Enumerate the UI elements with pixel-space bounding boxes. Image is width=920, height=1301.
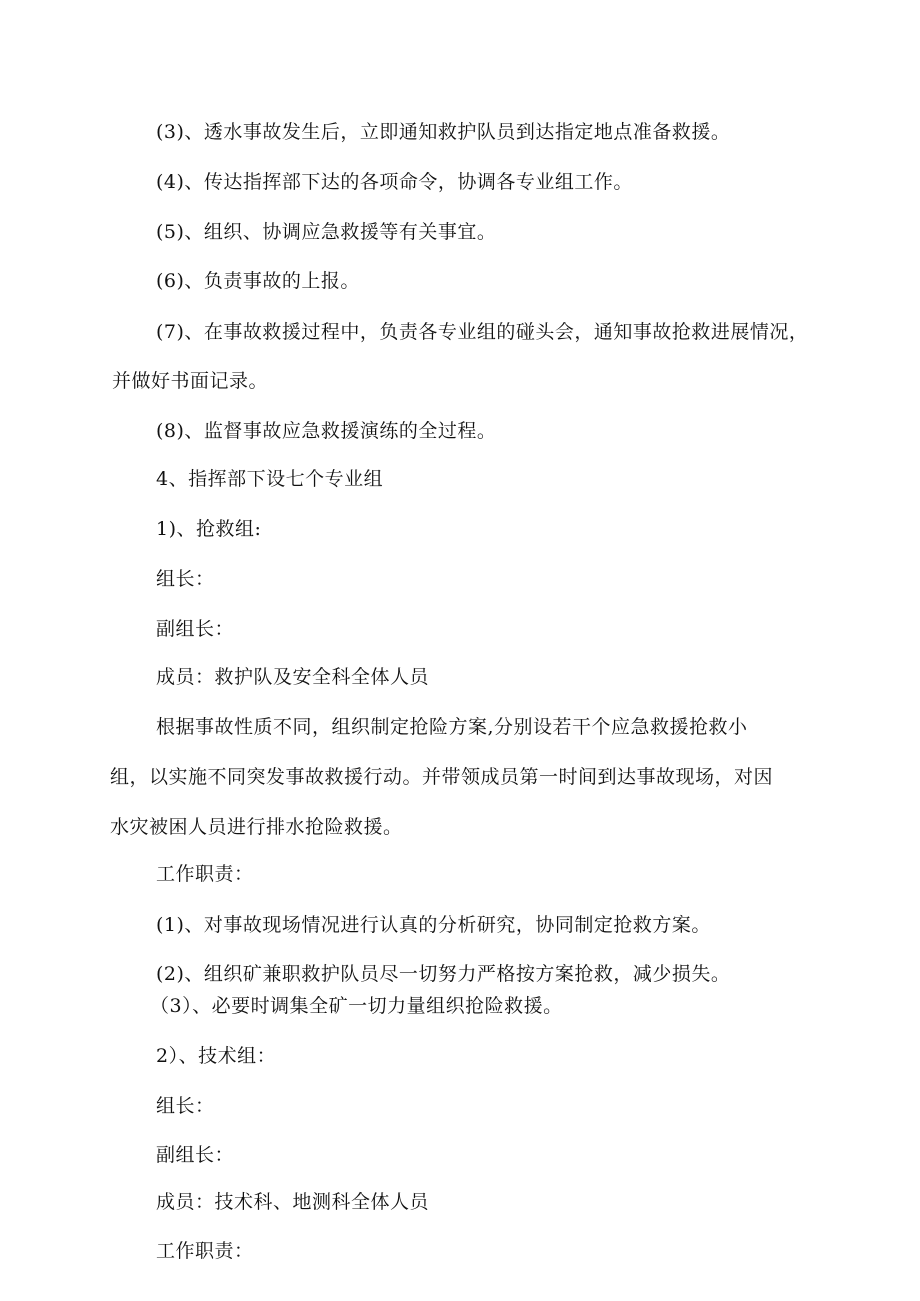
group-1-duties-heading: 工作职责： [156,863,254,885]
group-1-leader: 组长： [156,568,215,590]
duty-8: (8)、监督事故应急救援演练的全过程。 [156,420,497,442]
section-heading: 4、指挥部下设七个专业组 [156,468,384,490]
group-1-description-cont-2: 水灾被困人员进行排水抢险救援。 [110,816,403,838]
group-1-duty-2: (2)、组织矿兼职救护队员尽一切努力严格按方案抢救，减少损失。 [156,963,731,985]
group-2-deputy-leader: 副组长： [156,1144,235,1166]
duty-3: (3)、透水事故发生后，立即通知救护队员到达指定地点准备救援。 [156,121,731,143]
group-2-members: 成员：技术科、地测科全体人员 [156,1191,430,1213]
duty-7: (7)、在事故救援过程中，负责各专业组的碰头会，通知事故抢救进展情况， [156,321,809,343]
duty-5: (5)、组织、协调应急救援等有关事宜。 [156,221,497,243]
group-1-deputy-leader: 副组长： [156,618,235,640]
group-1-description: 根据事故性质不同，组织制定抢险方案,分别设若干个应急救援抢救小 [156,716,748,738]
group-2-heading: 2）、技术组： [156,1045,277,1067]
duty-4: (4)、传达指挥部下达的各项命令，协调各专业组工作。 [156,171,633,193]
group-2-leader: 组长： [156,1095,215,1117]
group-1-duty-1: (1)、对事故现场情况进行认真的分析研究，协同制定抢救方案。 [156,914,711,936]
group-1-duty-3: （3）、必要时调集全矿一切力量组织抢险救援。 [150,995,563,1017]
duty-6: (6)、负责事故的上报。 [156,270,360,292]
group-1-members: 成员：救护队及安全科全体人员 [156,666,430,688]
duty-7-continued: 并做好书面记录。 [112,370,269,392]
group-1-heading: 1)、抢救组: [156,518,262,540]
group-1-description-cont: 组，以实施不同突发事故救援行动。并带领成员第一时间到达事故现场，对因 [110,766,774,788]
group-2-duties-heading: 工作职责： [156,1240,254,1262]
